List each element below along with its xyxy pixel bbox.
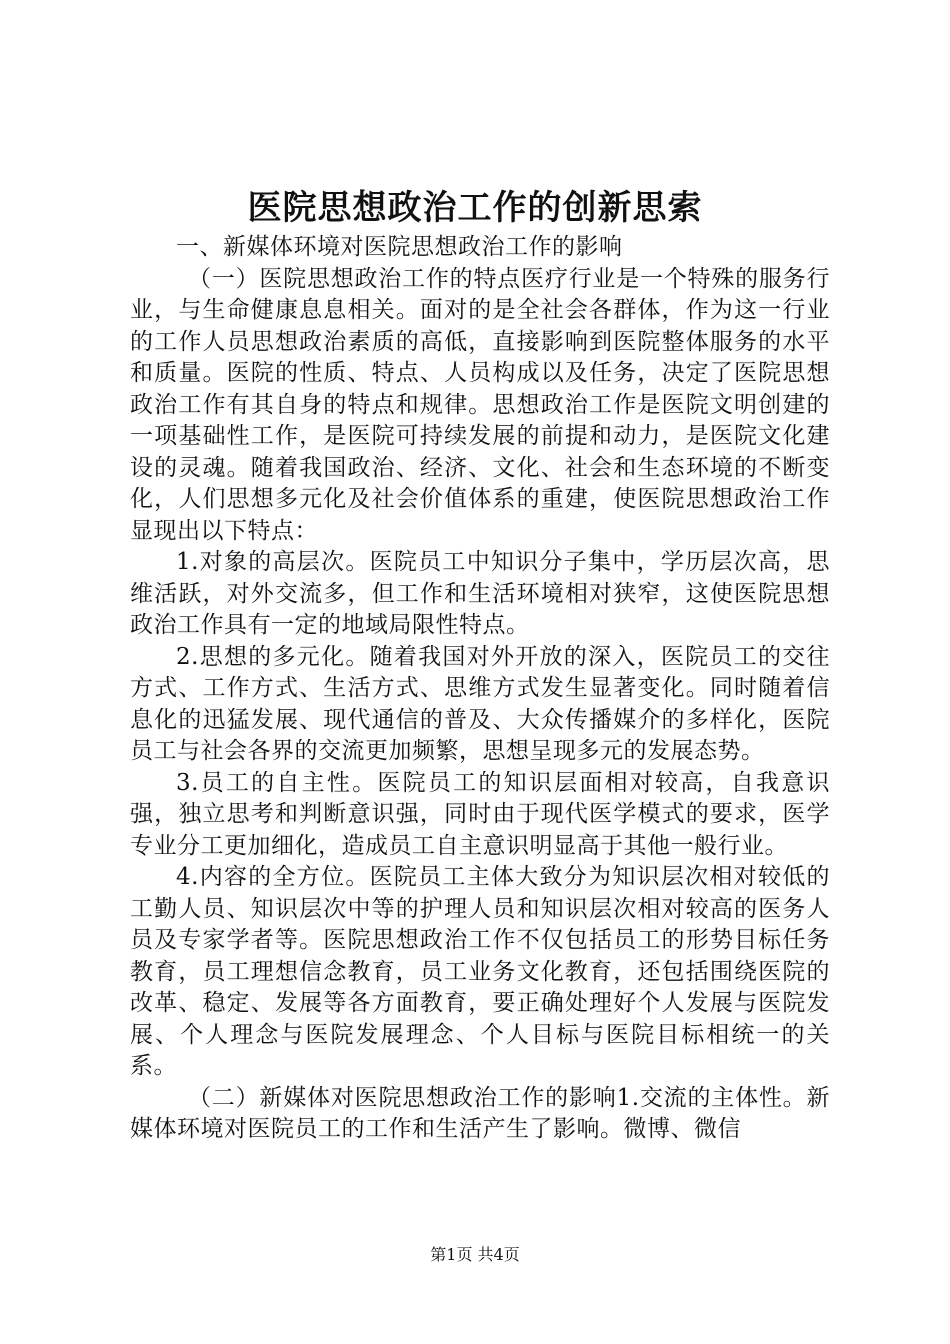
document-title: 医院思想政治工作的创新思索 [247, 188, 703, 228]
paragraph: （二）新媒体对医院思想政治工作的影响1.交流的主体性。新媒体环境对医院员工的工作和生活产生了影响。微博、微信 [130, 1084, 830, 1142]
paragraph: 3.员工的自主性。医院员工的知识层面相对较高，自我意识强，独立思考和判断意识强，同时由于现代医学模式的要求，医学专业分工更加细化，造成员工自主意识明显高于其他一般行业。 [130, 769, 830, 859]
paragraph: 2.思想的多元化。随着我国对外开放的深入，医院员工的交往方式、工作方式、生活方式、思维方式发生显著变化。同时随着信息化的迅猛发展、现代通信的普及、大众传播媒介的多样化，医院员工与社会各界的交流更加频繁，思想呈现多元的发展态势。 [130, 643, 830, 764]
paragraph: 1.对象的高层次。医院员工中知识分子集中，学历层次高，思维活跃，对外交流多，但工作和生活环境相对狭窄，这使医院思想政治工作具有一定的地域局限性特点。 [130, 549, 830, 638]
page-number-footer: 第1页 共4页 [430, 1245, 520, 1264]
paragraph: （一）医院思想政治工作的特点医疗行业是一个特殊的服务行业，与生命健康息息相关。面对的是全社会各群体，作为这一行业的工作人员思想政治素质的高低，直接影响到医院整体服务的水平和质量。医院的性质、特点、人员构成以及任务，决定了医院思想政治工作有其自身的特点和规律。思想政治工作是医院文明创建的一项基础性工作，是医院可持续发展的前提和动力，是医院文化建设的灵魂。随着我国政治、经济、文化、社会和生态环境的不断变化，人们思想多元化及社会价值体系的重建，使医院思想政治工作显现出以下特点： [130, 265, 830, 544]
section-heading: 一、新媒体环境对医院思想政治工作的影响 [176, 234, 623, 260]
document-body [130, 232, 830, 1146]
paragraph: 4.内容的全方位。医院员工主体大致分为知识层次相对较低的工勤人员、知识层次中等的护理人员和知识层次相对较高的医务人员及专家学者等。医院思想政治工作不仅包括员工的形势目标任务教育，员工理想信念教育，员工业务文化教育，还包括围绕医院的改革、稳定、发展等各方面教育，要正确处理好个人发展与医院发展、个人理念与医院发展理念、个人目标与医院目标相统一的关系。 [130, 864, 830, 1079]
